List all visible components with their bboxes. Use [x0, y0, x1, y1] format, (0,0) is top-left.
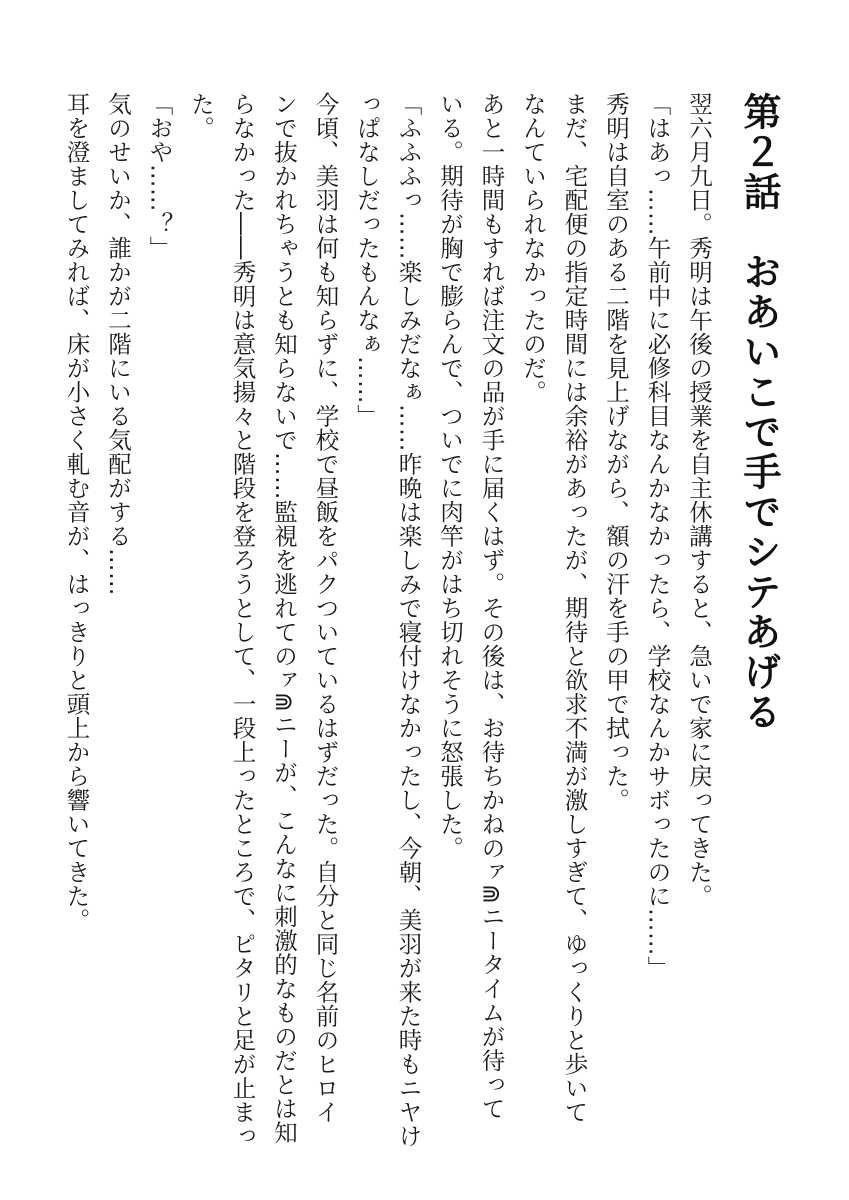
chapter-title: 第２話 おあいこで手でシテあげる [737, 92, 781, 732]
text-line-11: ンで抜かれちゃうとも知らないで……監視を逃れてのァ⋒ニーが、こんなに刺激的なものだとは知 [270, 92, 298, 1145]
text-line-9: っぱなしだったもんなぁ……」 [353, 92, 381, 428]
text-line-16: 耳を澄ましてみれば、床が小さく軋む音が、はっきりと頭上から響いてきた。 [62, 92, 91, 932]
text-line-3: 秀明は自室のある二階を見上げながら、額の汗を手の甲で拭った。 [602, 92, 630, 812]
text-line-6: あと一時間もすれば注文の品が手に届くはず。その後は、お待ちかねのァ⋒ニータイムが待って [477, 92, 506, 1121]
text-line-15: 気のせいか、誰かが二階にいる気配がする…… [104, 92, 132, 596]
text-line-2: 「はあっ……午前中に必修科目なんかなかったら、学校なんかサボったのに……」 [643, 92, 672, 980]
vertical-text-block [55, 92, 799, 1148]
text-line-5: なんていられなかったのだ。 [519, 92, 547, 404]
text-line-7: いる。期待が胸で膨らんで、ついでに肉竿がはち切れそうに怒張した。 [436, 92, 464, 860]
text-line-14: 「おや……？」 [145, 92, 174, 260]
text-line-13: た。 [187, 92, 215, 140]
text-line-1: 翌六月九日。秀明は午後の授業を自主休講すると、急いで家に戻ってきた。 [685, 92, 713, 908]
text-line-12: らなかった――秀明は意気揚々と階段を登ろうとして、一段上ったところで、ピタリと足が止まっ [228, 92, 257, 1148]
text-line-10: 今頃、美羽は何も知らずに、学校で昼飯をパクついているはずだった。自分と同じ名前のヒロイ [311, 92, 340, 1124]
text-line-8: 「ふふふっ……楽しみだなぁ……昨晩は楽しみで寝付けなかったし、今朝、美羽が来た時もニヤけ [394, 92, 423, 1148]
text-line-4: まだ、宅配便の指定時間には余裕があったが、期待と欲求不満が激しすぎて、ゆっくりと歩いて [560, 92, 589, 1124]
